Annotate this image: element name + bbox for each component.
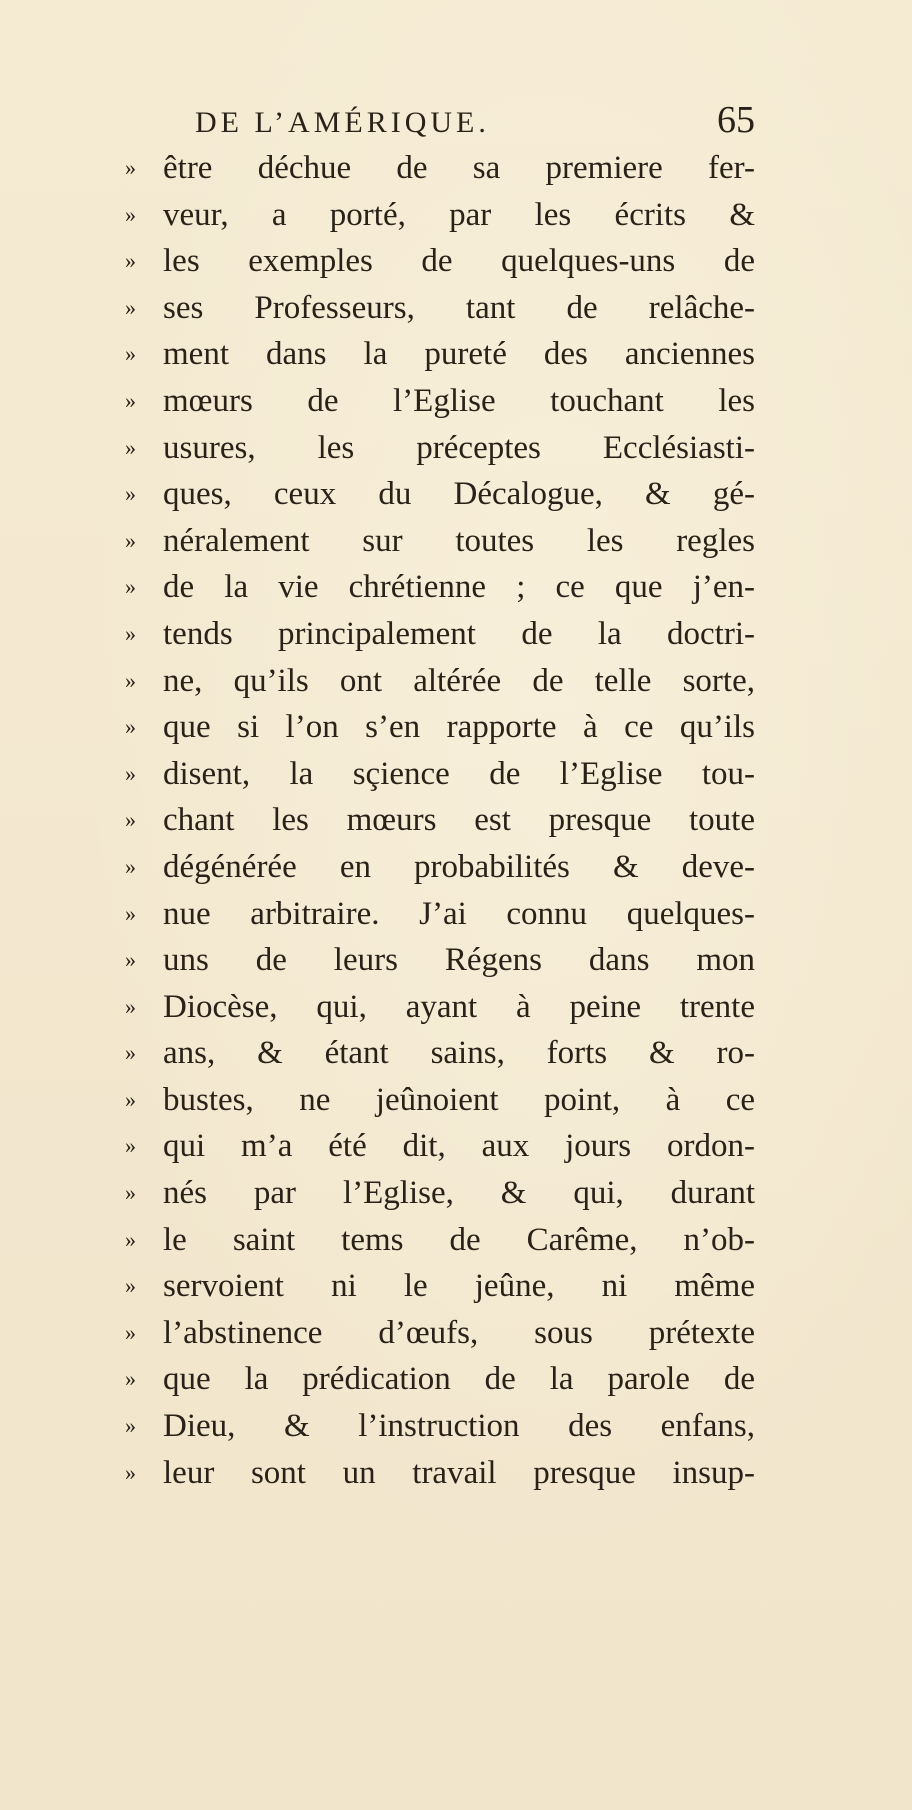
- line-text: chant les mœurs est presque toute: [163, 802, 755, 839]
- text-line: [125, 1123, 755, 1170]
- text-line: [125, 891, 755, 938]
- line-text: servoient ni le jeûne, ni même: [163, 1268, 755, 1305]
- text-line: [125, 471, 755, 518]
- line-text: ques, ceux du Décalogue, & gé-: [163, 476, 755, 513]
- quotation-mark: »: [125, 807, 136, 833]
- quotation-mark: »: [125, 714, 136, 740]
- text-line: [125, 564, 755, 611]
- quotation-mark: »: [125, 1273, 136, 1299]
- line-text: mœurs de l’Eglise touchant les: [163, 382, 755, 419]
- text-line: [125, 425, 755, 472]
- line-text: ses Professeurs, tant de relâche-: [163, 289, 755, 326]
- quotation-mark: »: [125, 248, 136, 274]
- line-text: disent, la sçience de l’Eglise tou-: [163, 755, 755, 792]
- quotation-mark: »: [125, 1413, 136, 1439]
- line-text: leur sont un travail presque insup-: [163, 1454, 755, 1491]
- text-line: [125, 937, 755, 984]
- line-text: ne, qu’ils ont altérée de telle sorte,: [163, 662, 755, 699]
- text-line: [125, 1450, 755, 1497]
- quotation-mark: »: [125, 667, 136, 693]
- quotation-mark: »: [125, 201, 136, 227]
- line-text: dégénérée en probabilités & deve-: [163, 848, 755, 885]
- line-text: le saint tems de Carême, n’ob-: [163, 1221, 755, 1258]
- line-text: l’abstinence d’œufs, sous prétexte: [163, 1314, 755, 1351]
- quotation-mark: »: [125, 1366, 136, 1392]
- quotation-mark: »: [125, 1459, 136, 1485]
- quotation-mark: »: [125, 1133, 136, 1159]
- page-header: [195, 98, 755, 144]
- line-text: nue arbitraire. J’ai connu quelques-: [163, 895, 755, 932]
- line-text: que la prédication de la parole de: [163, 1361, 755, 1398]
- text-line: [125, 1310, 755, 1357]
- line-text: veur, a porté, par les écrits &: [163, 196, 755, 233]
- text-line: [125, 704, 755, 751]
- line-text: les exemples de quelques-uns de: [163, 243, 755, 280]
- line-text: que si l’on s’en rapporte à ce qu’ils: [163, 709, 755, 746]
- quotation-mark: »: [125, 434, 136, 460]
- text-line: [125, 984, 755, 1031]
- text-line: [125, 611, 755, 658]
- text-line: [125, 1403, 755, 1450]
- quotation-mark: »: [125, 947, 136, 973]
- quotation-mark: »: [125, 1086, 136, 1112]
- text-line: [125, 145, 755, 192]
- text-line: [125, 238, 755, 285]
- quotation-mark: »: [125, 760, 136, 786]
- line-text: uns de leurs Régens dans mon: [163, 942, 755, 979]
- quotation-mark: »: [125, 387, 136, 413]
- quotation-mark: »: [125, 527, 136, 553]
- line-text: Dieu, & l’instruction des enfans,: [163, 1408, 755, 1445]
- text-line: [125, 658, 755, 705]
- page-number: 65: [717, 99, 755, 141]
- line-text: néralement sur toutes les regles: [163, 522, 755, 559]
- text-line: [125, 518, 755, 565]
- quotation-mark: »: [125, 620, 136, 646]
- line-text: ans, & étant sains, forts & ro-: [163, 1035, 755, 1072]
- quotation-mark: »: [125, 900, 136, 926]
- quotation-mark: »: [125, 481, 136, 507]
- quotation-mark: »: [125, 993, 136, 1019]
- line-text: bustes, ne jeûnoient point, à ce: [163, 1081, 755, 1118]
- text-line: [125, 844, 755, 891]
- text-body: [125, 145, 755, 1496]
- quotation-mark: »: [125, 1180, 136, 1206]
- line-text: nés par l’Eglise, & qui, durant: [163, 1175, 755, 1212]
- text-line: [125, 378, 755, 425]
- line-text: de la vie chrétienne ; ce que j’en-: [163, 569, 755, 606]
- line-text: Diocèse, qui, ayant à peine trente: [163, 988, 755, 1025]
- quotation-mark: »: [125, 853, 136, 879]
- text-line: [125, 751, 755, 798]
- quotation-mark: »: [125, 574, 136, 600]
- text-line: [125, 1077, 755, 1124]
- line-text: tends principalement de la doctri-: [163, 615, 755, 652]
- running-head: DE L’AMÉRIQUE.: [195, 106, 490, 139]
- quotation-mark: »: [125, 294, 136, 320]
- text-line: [125, 192, 755, 239]
- text-line: [125, 285, 755, 332]
- text-line: [125, 797, 755, 844]
- quotation-mark: »: [125, 1226, 136, 1252]
- quotation-mark: »: [125, 1040, 136, 1066]
- text-line: [125, 1170, 755, 1217]
- text-line: [125, 1263, 755, 1310]
- line-text: usures, les préceptes Ecclésiasti-: [163, 429, 755, 466]
- text-line: [125, 331, 755, 378]
- text-line: [125, 1217, 755, 1264]
- line-text: qui m’a été dit, aux jours ordon-: [163, 1128, 755, 1165]
- quotation-mark: »: [125, 341, 136, 367]
- line-text: être déchue de sa premiere fer-: [163, 150, 755, 186]
- text-line: [125, 1356, 755, 1403]
- text-line: [125, 1030, 755, 1077]
- quotation-mark: »: [125, 1319, 136, 1345]
- quotation-mark: »: [125, 155, 136, 180]
- line-text: ment dans la pureté des anciennes: [163, 336, 755, 373]
